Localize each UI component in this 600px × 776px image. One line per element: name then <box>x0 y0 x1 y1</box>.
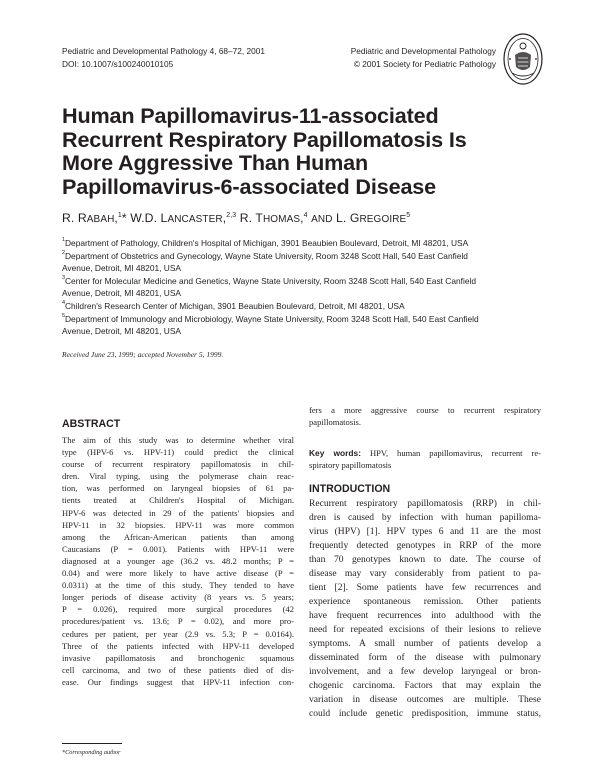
abstract-line: HPV-11 in 32 biopsies. HPV-11 was more common <box>62 519 294 530</box>
affiliation: 5 Department of Immunology and Microbiology, Wayne State University, Room 3248 Scott Hall, 540 East Canfield Avenue, Detroit, MI 48201, USA <box>62 312 479 337</box>
intro-line: than 70 genotypes known to date. The course of <box>309 554 541 565</box>
abstract-line: 0.0311) at the time of this study. They tended to have <box>62 580 294 591</box>
title-line: Human Papillomavirus-11-associated <box>62 103 439 128</box>
abstract-line: P = 0.026), required more surgical procedures (42 <box>62 604 294 615</box>
journal-name: Pediatric and Developmental Pathology <box>350 46 496 56</box>
footnote-rule <box>62 743 122 744</box>
title-line: More Aggressive Than Human <box>62 150 369 176</box>
abstract-line: cedures per patient, per year (2.9 vs. 5.3; P = 0.0164). <box>62 628 294 639</box>
journal-citation <box>62 45 265 71</box>
author: R. THOMAS,$^4$ <box>239 211 308 225</box>
abstract-line: cell carcinoma, and two of these patients died of dis- <box>62 664 294 675</box>
affiliations <box>62 237 542 338</box>
abstract-line: diagnosed at a younger age (36.2 vs. 48.2 months; P = <box>62 555 294 566</box>
abstract-line: procedures/patient vs. 13.6; P = 0.02), and more pro- <box>62 616 294 627</box>
intro-line: frequently detected genotypes in RRP of the more <box>309 540 541 551</box>
society-seal-logo <box>503 33 543 85</box>
intro-line: Recurrent respiratory papillomatosis (RRP) in chil- <box>309 498 541 509</box>
journal-info <box>330 45 496 71</box>
intro-line: disease may vary considerably from patient to pa- <box>309 568 541 579</box>
title-line: Papillomavirus-6-associated Disease <box>62 173 437 199</box>
introduction-text <box>309 497 541 721</box>
abstract-line: papillomatosis. <box>309 417 361 428</box>
intro-line: disseminated form of the disease with pulmonary <box>309 652 541 663</box>
affiliation: 1 Department of Pathology, Children's Hospital of Michigan, 3901 Beaubien Boulevard, Detroit, MI 48201, USA <box>62 237 469 248</box>
corresponding-author-footnote: *Corresponding author <box>62 749 121 756</box>
intro-line: tient [2]. Some patients have few recurrences and <box>309 582 541 593</box>
intro-line: dren is caused by infection with human papilloma- <box>309 512 541 523</box>
author-list <box>62 211 410 225</box>
affiliation: 2 Department of Obstetrics and Gynecology, Wayne State University, Room 3248 Scott Hall, 540 East Canfield Avenue, Detroit, MI 48201, USA <box>62 249 468 274</box>
intro-line: involvement, and a few develop laryngeal or bron- <box>309 666 541 677</box>
abstract-line: type (HPV-6 vs. HPV-11) could predict the clinical <box>62 447 294 458</box>
introduction-heading: INTRODUCTION <box>309 483 391 495</box>
intro-line: symptoms. A small number of patients develop a <box>309 638 541 649</box>
abstract-heading: ABSTRACT <box>62 418 121 430</box>
affiliation: 4 Children's Research Center of Michigan, 3901 Beaubien Boulevard, Detroit, MI 48201, USA <box>62 299 405 311</box>
affiliation: 3 Center for Molecular Medicine and Genetics, Wayne State University, Room 3248 Scott Hall, 540 East Canfield Avenue, Detroit, MI 48201, USA <box>62 274 477 299</box>
keywords-label: Key words: <box>309 448 361 458</box>
and-word: AND <box>311 214 333 225</box>
received-dates: Received June 23, 1999; accepted November 5, 1999. <box>62 350 224 359</box>
author: L. GREGOIRE$^5$ <box>336 211 411 225</box>
abstract-text <box>62 434 294 688</box>
abstract-line: tients treated at Children's Hospital of Michigan. <box>62 495 294 506</box>
copyright-line: © 2001 Society for Pediatric Pathology <box>353 59 496 69</box>
abstract-line: tion, was performed on laryngeal biopsies of 61 pa- <box>62 483 294 494</box>
citation-line: Pediatric and Developmental Pathology 4, 68–72, 2001 <box>62 46 265 56</box>
abstract-line: ease. Our findings suggest that HPV-11 infection con- <box>62 676 294 687</box>
abstract-line: among the African-American patients than among <box>62 531 294 542</box>
abstract-line: dren. Viral typing, using the polymerase chain reac- <box>62 471 294 482</box>
abstract-line: 0.04) and were more likely to have active disease (P = <box>62 568 294 579</box>
title-line: Recurrent Respiratory Papillomatosis Is <box>62 126 467 152</box>
author: R. RABAH,$^1$* <box>62 211 127 225</box>
intro-line: have frequent recurrences into adulthood with the <box>309 610 541 621</box>
intro-line: virus (HPV) [1]. HPV types 6 and 11 are the most <box>309 526 541 537</box>
abstract-line: HPV-6 was detected in 29 of the patients' biopsies and <box>62 507 294 518</box>
intro-line: variation in disease outcomes are multiple. These <box>309 694 541 705</box>
abstract-line: Three of the patients infected with HPV-11 developed <box>62 640 294 651</box>
keywords-text: spiratory papillomatosis <box>309 460 392 471</box>
article-title <box>62 104 542 198</box>
keywords <box>309 447 541 471</box>
abstract-line: longer periods of disease activity (8 years vs. 5 years; <box>62 592 294 603</box>
keywords-text: HPV, human papillomavirus, recurrent re- <box>360 448 541 458</box>
doi-line: DOI: 10.1007/s100240010105 <box>62 59 174 69</box>
author: W.D. LANCASTER,$^{2,3}$ <box>130 211 237 225</box>
abstract-line: Caucasians (P = 0.001). Patients with HPV-11 were <box>62 543 294 554</box>
intro-line: experience spontaneous remission. Other patients <box>309 596 541 607</box>
abstract-line: The aim of this study was to determine whether viral <box>62 435 294 445</box>
intro-line: need for repeated excisions of their lesions to relieve <box>309 624 541 635</box>
intro-line: could include genetic predisposition, immune status, <box>309 708 541 719</box>
intro-line: chogenic carcinoma. Factors that may explain the <box>309 680 541 691</box>
abstract-continued <box>309 404 541 428</box>
abstract-line: fers a more aggressive course to recurrent respiratory <box>309 405 541 415</box>
abstract-line: invasive papillomatosis and bronchogenic squamous <box>62 652 294 663</box>
abstract-line: course of recurrent respiratory papillomatosis in chil- <box>62 459 294 470</box>
